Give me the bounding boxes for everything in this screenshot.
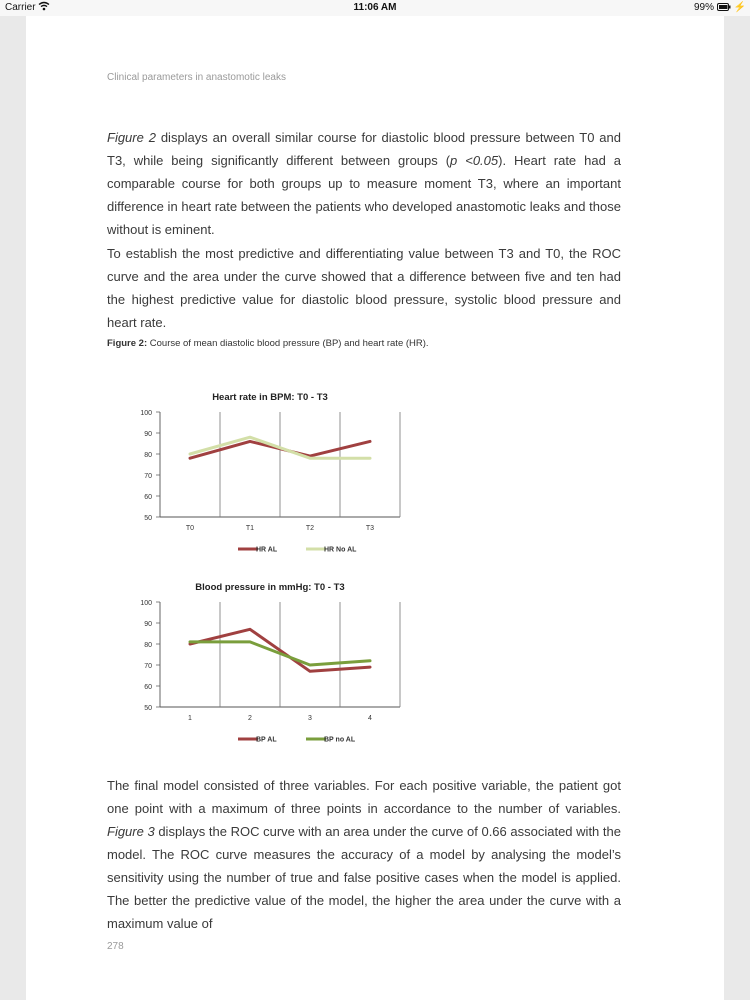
y-tick-label: 80	[144, 452, 152, 459]
x-tick-label: T2	[305, 525, 315, 532]
y-tick-label: 90	[144, 621, 152, 628]
y-tick-label: 50	[144, 515, 152, 522]
legend-label: HR No AL	[324, 546, 357, 554]
paragraph-3: The final model consisted of three variables. For each positive variable, the patient got one point with a maximum of three points in accordance to the number of variables. Figure 3 displays the ROC curve with an area under the curve of 0.66 associated with the model. The ROC curve measures the accuracy of a model by analysing the model’s sensitivity using the number of true and false positive cases when the model is applied. The better the predictive value of the model, the higher the area under the curve with a maximum value of	[107, 778, 621, 931]
figure-3-reference: Figure 3	[107, 824, 155, 839]
book-page[interactable]	[26, 16, 724, 1000]
figure-caption: Figure 2: Course of mean diastolic blood pressure (BP) and heart rate (HR).	[107, 338, 429, 349]
legend-label: HR AL	[256, 546, 278, 554]
battery-icon	[717, 3, 731, 11]
y-tick-label: 100	[140, 600, 152, 607]
paragraph-2: To establish the most predictive and differentiating value between T3 and T0, the ROC curve and the area under the curve showed that a difference between five and ten had the highest predictive value for diastolic blood pressure, systolic blood pressure and heart rate.	[107, 246, 621, 330]
heart-rate-chart	[102, 374, 412, 554]
legend-label: BP no AL	[324, 736, 356, 744]
battery-indicator	[694, 2, 746, 13]
y-tick-label: 50	[144, 705, 152, 712]
figure-2-reference: Figure 2	[107, 130, 156, 145]
running-head: Clinical parameters in anastomotic leaks	[107, 72, 286, 83]
y-tick-label: 70	[144, 663, 152, 670]
legend-label: BP AL	[256, 736, 277, 744]
x-tick-label: T0	[185, 525, 195, 532]
blood-pressure-chart	[102, 564, 412, 744]
status-bar	[0, 0, 750, 16]
x-tick-label: T3	[365, 525, 375, 532]
p-value: p <0.05	[450, 153, 499, 168]
y-tick-label: 90	[144, 431, 152, 438]
y-tick-label: 60	[144, 684, 152, 691]
figure-label: Figure 2:	[107, 338, 148, 349]
charging-icon: ⚡	[733, 2, 746, 13]
chart-title: Blood pressure in mmHg: T0 - T3	[195, 582, 345, 593]
x-tick-label: T1	[245, 525, 255, 532]
x-tick-label: 1	[188, 715, 192, 722]
carrier-label: Carrier	[5, 2, 36, 13]
x-tick-label: 2	[248, 715, 252, 722]
x-tick-label: 4	[368, 715, 372, 722]
y-tick-label: 60	[144, 494, 152, 501]
battery-percent: 99%	[693, 2, 714, 13]
y-tick-label: 100	[140, 410, 152, 417]
paragraph-1: Figure 2 displays an overall similar course for diastolic blood pressure between T0 and T3, while being significantly different between groups (p <0.05). Heart rate had a comparable course for both groups up to measure moment T3, where an important difference in heart rate between the patients who developed anastomotic leaks and those without is eminent.	[107, 130, 621, 237]
chart-title: Heart rate in BPM: T0 - T3	[212, 392, 328, 403]
y-tick-label: 70	[144, 473, 152, 480]
clock-time: 11:06 AM	[353, 2, 397, 13]
y-tick-label: 80	[144, 642, 152, 649]
x-tick-label: 3	[308, 715, 312, 722]
page-number: 278	[107, 941, 124, 952]
